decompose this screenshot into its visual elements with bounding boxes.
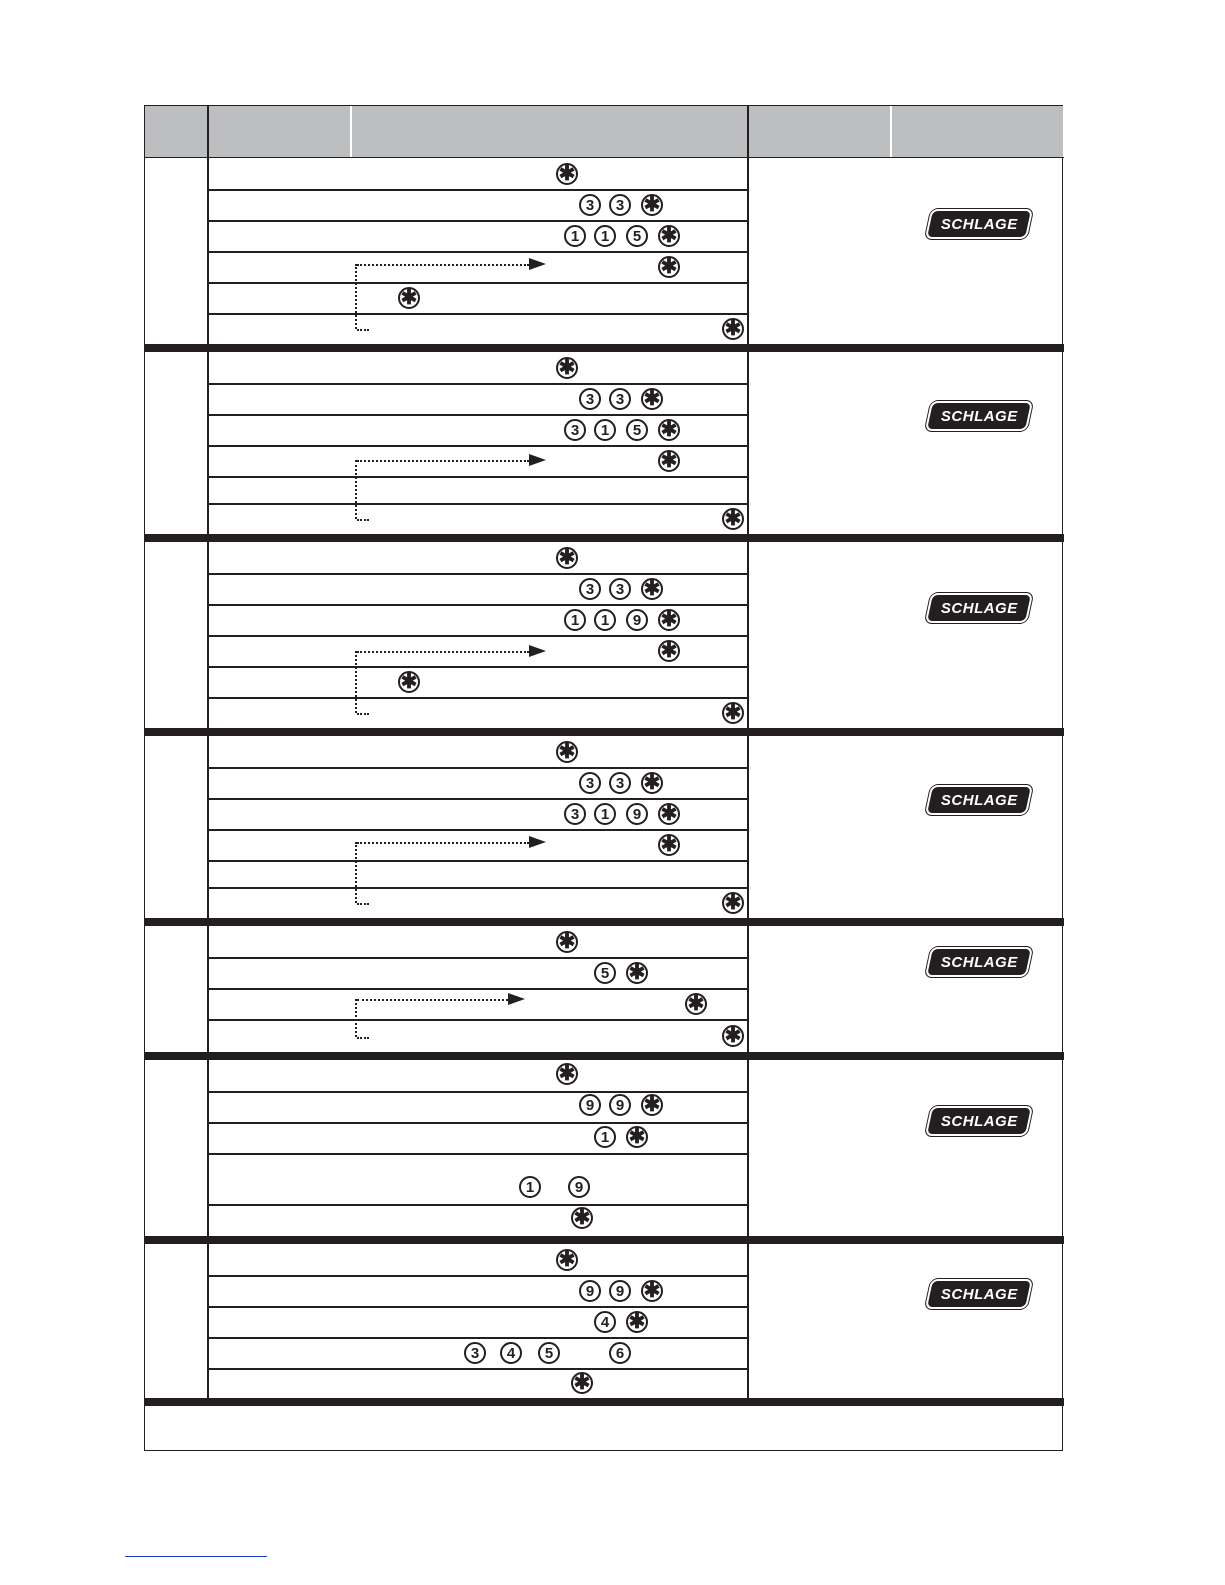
row-divider (207, 1153, 747, 1155)
row-divider (207, 887, 747, 889)
loop-arrow-vertical (355, 842, 357, 903)
number-key-1: 1 (519, 1176, 541, 1198)
star-key-icon: ✱ (658, 256, 680, 278)
logo-text: SCHLAGE (940, 407, 1018, 425)
number-key-5: 5 (626, 225, 648, 247)
star-key-icon: ✱ (722, 508, 744, 530)
loop-arrow-tail (357, 519, 369, 521)
row-divider (207, 798, 747, 800)
schlage-logo (927, 595, 1031, 621)
number-key-5: 5 (538, 1342, 560, 1364)
star-key-icon: ✱ (626, 1126, 648, 1148)
number-key-9: 9 (626, 803, 648, 825)
number-key-3: 3 (564, 419, 586, 441)
logo-text: SCHLAGE (940, 953, 1018, 971)
number-key-3: 3 (609, 578, 631, 600)
row-divider (207, 957, 747, 959)
star-key-icon: ✱ (641, 578, 663, 600)
star-key-icon: ✱ (556, 1249, 578, 1271)
number-key-3: 3 (464, 1342, 486, 1364)
star-key-icon: ✱ (722, 702, 744, 724)
number-key-3: 3 (579, 194, 601, 216)
star-key-icon: ✱ (626, 962, 648, 984)
section-divider (145, 1398, 1064, 1406)
star-key-icon: ✱ (722, 892, 744, 914)
number-key-3: 3 (579, 388, 601, 410)
loop-arrowhead-icon (529, 454, 546, 466)
star-key-icon: ✱ (556, 931, 578, 953)
row-divider (207, 282, 747, 284)
loop-arrowhead-icon (529, 258, 546, 270)
number-key-9: 9 (626, 609, 648, 631)
loop-arrowhead-icon (508, 993, 525, 1005)
section-divider (145, 534, 1064, 542)
number-key-5: 5 (626, 419, 648, 441)
loop-arrow-tail (357, 713, 369, 715)
column-divider-left (207, 106, 209, 1406)
schlage-logo (927, 403, 1031, 429)
star-key-icon: ✱ (658, 803, 680, 825)
section-divider (145, 918, 1064, 926)
number-key-3: 3 (609, 772, 631, 794)
loop-arrow-line (357, 460, 529, 462)
number-key-3: 3 (579, 578, 601, 600)
star-key-icon: ✱ (556, 1063, 578, 1085)
logo-text: SCHLAGE (940, 1285, 1018, 1303)
star-key-icon: ✱ (398, 671, 420, 693)
row-divider (207, 189, 747, 191)
loop-arrow-vertical (355, 264, 357, 329)
logo-text: SCHLAGE (940, 791, 1018, 809)
schlage-logo (927, 949, 1031, 975)
logo-text: SCHLAGE (940, 215, 1018, 233)
row-divider (207, 604, 747, 606)
number-key-5: 5 (594, 962, 616, 984)
column-divider-right (747, 106, 749, 1406)
section-divider (145, 1236, 1064, 1244)
number-key-3: 3 (564, 803, 586, 825)
row-divider (207, 635, 747, 637)
number-key-1: 1 (594, 803, 616, 825)
star-key-icon: ✱ (658, 225, 680, 247)
row-divider (207, 1337, 747, 1339)
loop-arrowhead-icon (529, 645, 546, 657)
star-key-icon: ✱ (658, 640, 680, 662)
number-key-4: 4 (500, 1342, 522, 1364)
logo-text: SCHLAGE (940, 599, 1018, 617)
star-key-icon: ✱ (722, 318, 744, 340)
number-key-4: 4 (594, 1311, 616, 1333)
header-cell-3 (892, 106, 1063, 158)
section-divider (145, 1052, 1064, 1060)
star-key-icon: ✱ (398, 287, 420, 309)
star-key-icon: ✱ (641, 388, 663, 410)
star-key-icon: ✱ (658, 419, 680, 441)
number-key-3: 3 (609, 194, 631, 216)
star-key-icon: ✱ (571, 1207, 593, 1229)
number-key-9: 9 (579, 1094, 601, 1116)
star-key-icon: ✱ (641, 194, 663, 216)
programming-table (144, 105, 1063, 1451)
row-divider (207, 988, 747, 990)
row-divider (207, 383, 747, 385)
number-key-9: 9 (568, 1176, 590, 1198)
star-key-icon: ✱ (556, 741, 578, 763)
row-divider (207, 573, 747, 575)
loop-arrow-vertical (355, 999, 357, 1037)
number-key-6: 6 (609, 1342, 631, 1364)
header-cell-2 (352, 106, 890, 158)
header-bottom-line (145, 157, 1064, 158)
number-key-1: 1 (564, 225, 586, 247)
footer-link-underline (125, 1556, 267, 1557)
loop-arrow-vertical (355, 651, 357, 713)
schlage-logo (927, 1281, 1031, 1307)
star-key-icon: ✱ (641, 1280, 663, 1302)
star-key-icon: ✱ (556, 163, 578, 185)
star-key-icon: ✱ (556, 357, 578, 379)
row-divider (207, 313, 747, 315)
row-divider (207, 1091, 747, 1093)
section-divider (145, 728, 1064, 736)
number-key-3: 3 (579, 772, 601, 794)
row-divider (207, 1275, 747, 1277)
star-key-icon: ✱ (722, 1025, 744, 1047)
number-key-1: 1 (594, 1126, 616, 1148)
number-key-3: 3 (609, 388, 631, 410)
row-divider (207, 1368, 747, 1370)
star-key-icon: ✱ (626, 1311, 648, 1333)
star-key-icon: ✱ (658, 834, 680, 856)
loop-arrow-vertical (355, 460, 357, 519)
star-key-icon: ✱ (658, 609, 680, 631)
row-divider (207, 1204, 747, 1206)
loop-arrow-line (357, 264, 529, 266)
row-divider (207, 251, 747, 253)
loop-arrow-line (357, 842, 529, 844)
loop-arrow-tail (357, 903, 369, 905)
number-key-1: 1 (564, 609, 586, 631)
star-key-icon: ✱ (641, 772, 663, 794)
row-divider (207, 220, 747, 222)
row-divider (207, 445, 747, 447)
number-key-9: 9 (609, 1280, 631, 1302)
row-divider (207, 697, 747, 699)
schlage-logo (927, 787, 1031, 813)
row-divider (207, 1122, 747, 1124)
loop-arrow-line (357, 651, 529, 653)
number-key-1: 1 (594, 419, 616, 441)
number-key-1: 1 (594, 609, 616, 631)
star-key-icon: ✱ (685, 993, 707, 1015)
number-key-1: 1 (594, 225, 616, 247)
star-key-icon: ✱ (658, 450, 680, 472)
row-divider (207, 860, 747, 862)
row-divider (207, 1306, 747, 1308)
loop-arrow-line (357, 999, 508, 1001)
schlage-logo (927, 211, 1031, 237)
star-key-icon: ✱ (641, 1094, 663, 1116)
row-divider (207, 414, 747, 416)
row-divider (207, 767, 747, 769)
logo-text: SCHLAGE (940, 1112, 1018, 1130)
number-key-9: 9 (609, 1094, 631, 1116)
row-divider (207, 1019, 747, 1021)
row-divider (207, 503, 747, 505)
section-divider (145, 344, 1064, 352)
header-cell-1 (145, 106, 350, 158)
row-divider (207, 476, 747, 478)
number-key-9: 9 (579, 1280, 601, 1302)
row-divider (207, 829, 747, 831)
loop-arrow-tail (357, 1037, 369, 1039)
loop-arrow-tail (357, 329, 369, 331)
row-divider (207, 666, 747, 668)
schlage-logo (927, 1108, 1031, 1134)
loop-arrowhead-icon (529, 836, 546, 848)
star-key-icon: ✱ (571, 1372, 593, 1394)
star-key-icon: ✱ (556, 547, 578, 569)
